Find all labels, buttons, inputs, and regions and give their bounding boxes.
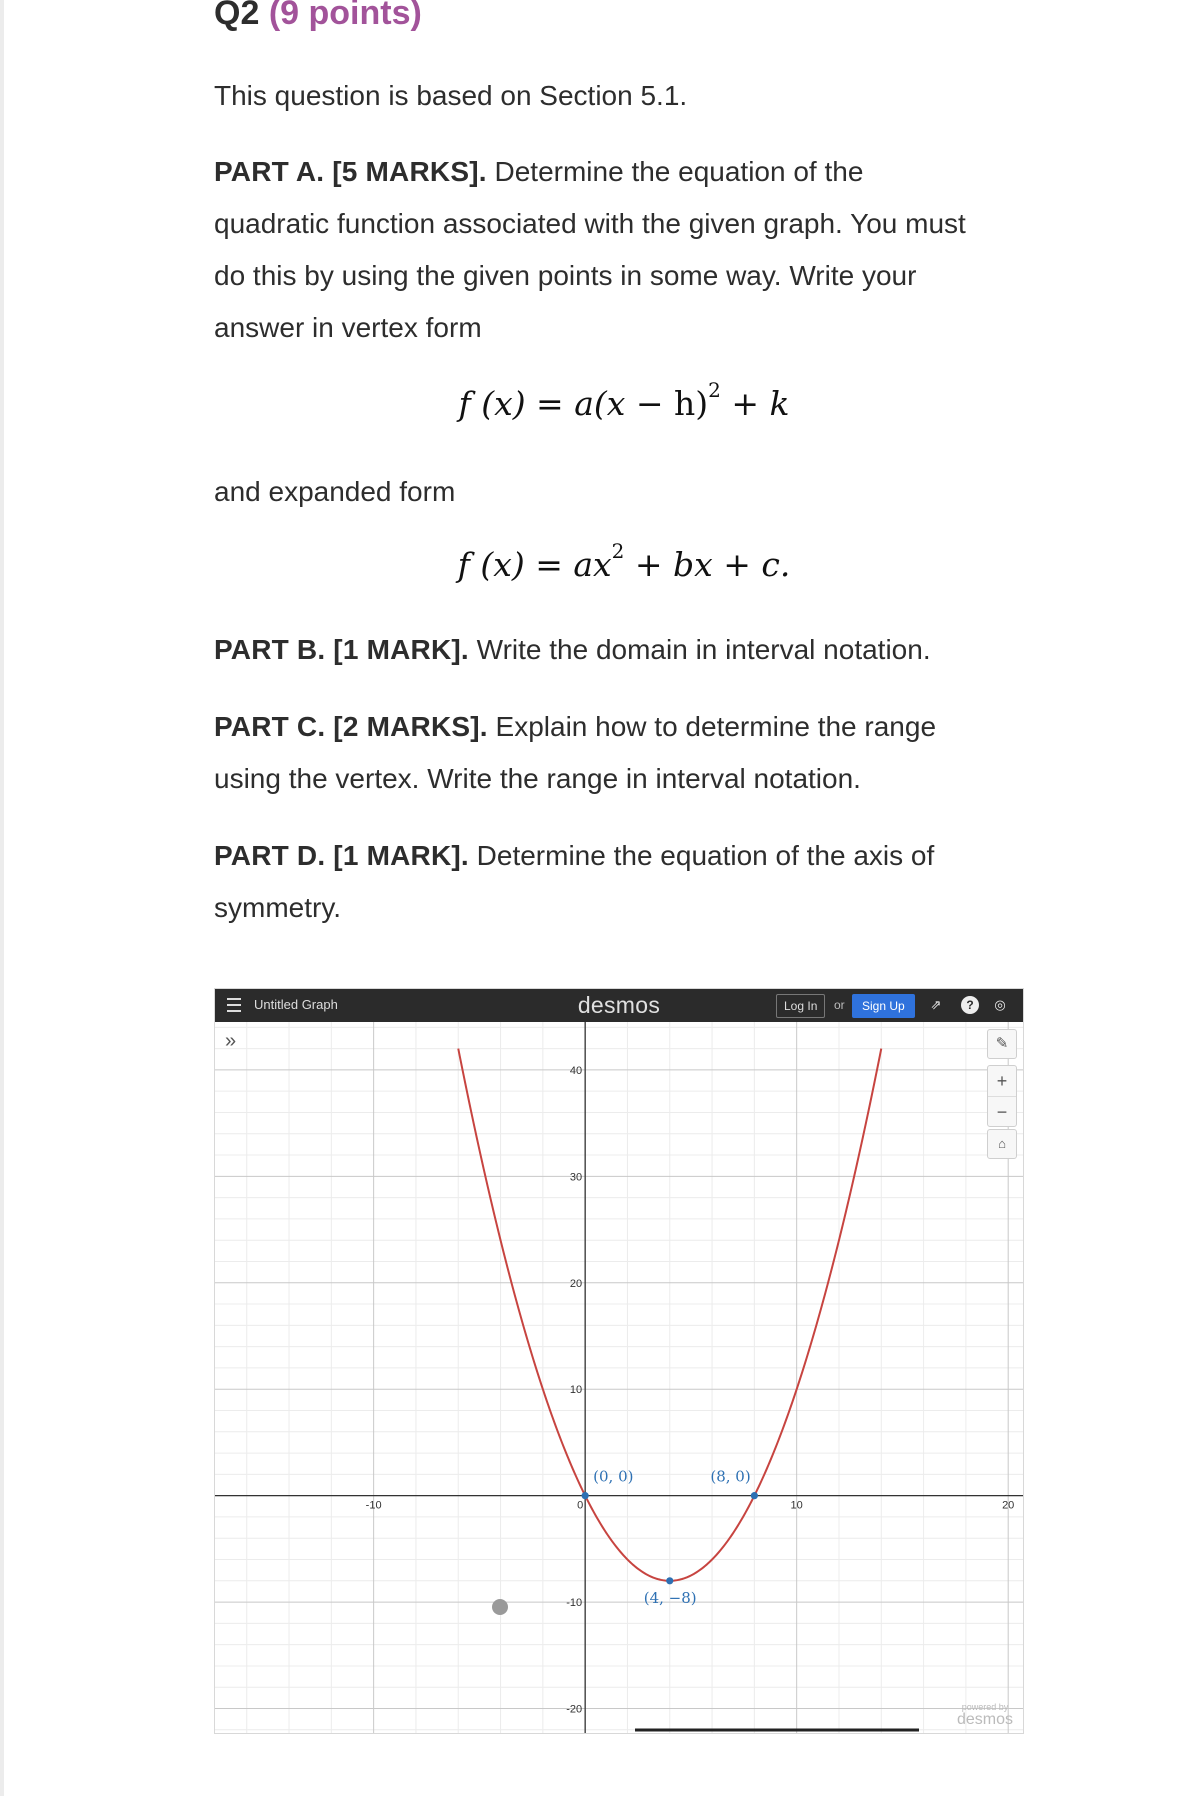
y-tick-label: -20 [566,1703,583,1716]
part-a-line2: quadratic function associated with the given graph. You must [214,208,966,239]
graph-point [666,1577,673,1584]
y-tick-label: 40 [569,1064,583,1077]
login-button[interactable]: Log In [776,994,825,1018]
expanded-form-equation [214,539,1034,584]
powered-by-text: powered by [961,1702,1009,1712]
desmos-logo: desmos [577,992,661,1018]
zoom-in-icon[interactable]: + [988,1066,1016,1097]
expanded-form-exponent: 2 [611,539,625,563]
question-title [214,0,422,33]
y-tick-label: 30 [569,1171,583,1184]
part-b-label: PART B. [1 MARK]. [214,634,469,665]
y-tick-label: -10 [566,1597,583,1610]
x-tick-label: 20 [1002,1499,1015,1512]
part-c-line1: Explain how to determine the range [495,711,937,742]
x-tick-label: 10 [790,1499,803,1512]
graph-title[interactable]: Untitled Graph [254,997,338,1012]
part-d-line1: Determine the equation of the axis of [476,840,935,871]
part-a-text [214,146,1034,354]
expanded-form-connector: and expanded form [214,476,456,507]
vertex-form-h: h [673,384,696,423]
point-label: (0, 0) [593,1467,634,1486]
part-c-line2: using the vertex. Write the range in interval notation. [214,763,861,794]
vertex-form-tail: + k [720,384,790,423]
powered-by-logo: desmos [956,1711,1014,1728]
x-tick-label: 0 [577,1499,584,1512]
vertex-form-lhs: f (x) = a(x − [458,384,674,423]
part-c-label: PART C. [2 MARKS]. [214,711,488,742]
left-rule [0,0,4,1796]
hamburger-menu-icon[interactable] [227,998,241,1012]
question-number: Q2 [214,0,260,32]
powered-by-desmos [950,1703,1020,1728]
graph-point [582,1492,589,1499]
zoom-out-icon[interactable]: − [996,1102,1008,1122]
part-a-line1: Determine the equation of the [494,156,864,187]
part-d-line2: symmetry. [214,892,342,923]
help-icon[interactable]: ? [961,996,979,1014]
vertex-form-exponent: 2 [708,378,721,402]
part-b-text [214,624,1034,676]
point-label: (8, 0) [710,1467,751,1486]
question-points: (9 points) [268,0,422,32]
desmos-embed[interactable] [214,988,1024,1734]
cursor-dot [492,1599,508,1615]
x-tick-label: -10 [365,1499,382,1512]
intro-text: This question is based on Section 5.1. [214,80,688,111]
home-icon[interactable]: ⌂ [987,1129,1017,1159]
signup-button[interactable]: Sign Up [852,994,915,1018]
part-d-text [214,830,1034,934]
part-a-line4: answer in vertex form [214,312,482,343]
share-icon[interactable]: ⇗ [930,997,942,1012]
vertex-form-paren: ) [695,384,709,423]
part-b-body: Write the domain in interval notation. [476,634,931,665]
zoom-controls [987,1065,1017,1127]
part-d-label: PART D. [1 MARK]. [214,840,469,871]
y-tick-label: 10 [569,1384,583,1397]
desmos-header [215,989,1023,1022]
vertex-form-equation [214,378,1034,423]
graph-point [751,1492,758,1499]
part-c-text [214,701,1034,805]
part-a-label: PART A. [5 MARKS]. [214,156,487,187]
expand-expressions-icon[interactable]: » [225,1030,237,1052]
part-a-line3: do this by using the given points in some way. Write your [214,260,917,291]
graph-canvas[interactable] [215,989,1023,1733]
globe-icon[interactable]: ◎ [994,997,1006,1012]
y-tick-label: 20 [569,1277,583,1290]
point-label: (4, −8) [643,1588,697,1607]
expanded-form-tail: + bx + c. [624,545,791,584]
wrench-settings-icon[interactable]: ✎ [987,1029,1017,1059]
expanded-form-lhs: f (x) = ax [457,545,612,584]
or-text: or [834,998,845,1012]
